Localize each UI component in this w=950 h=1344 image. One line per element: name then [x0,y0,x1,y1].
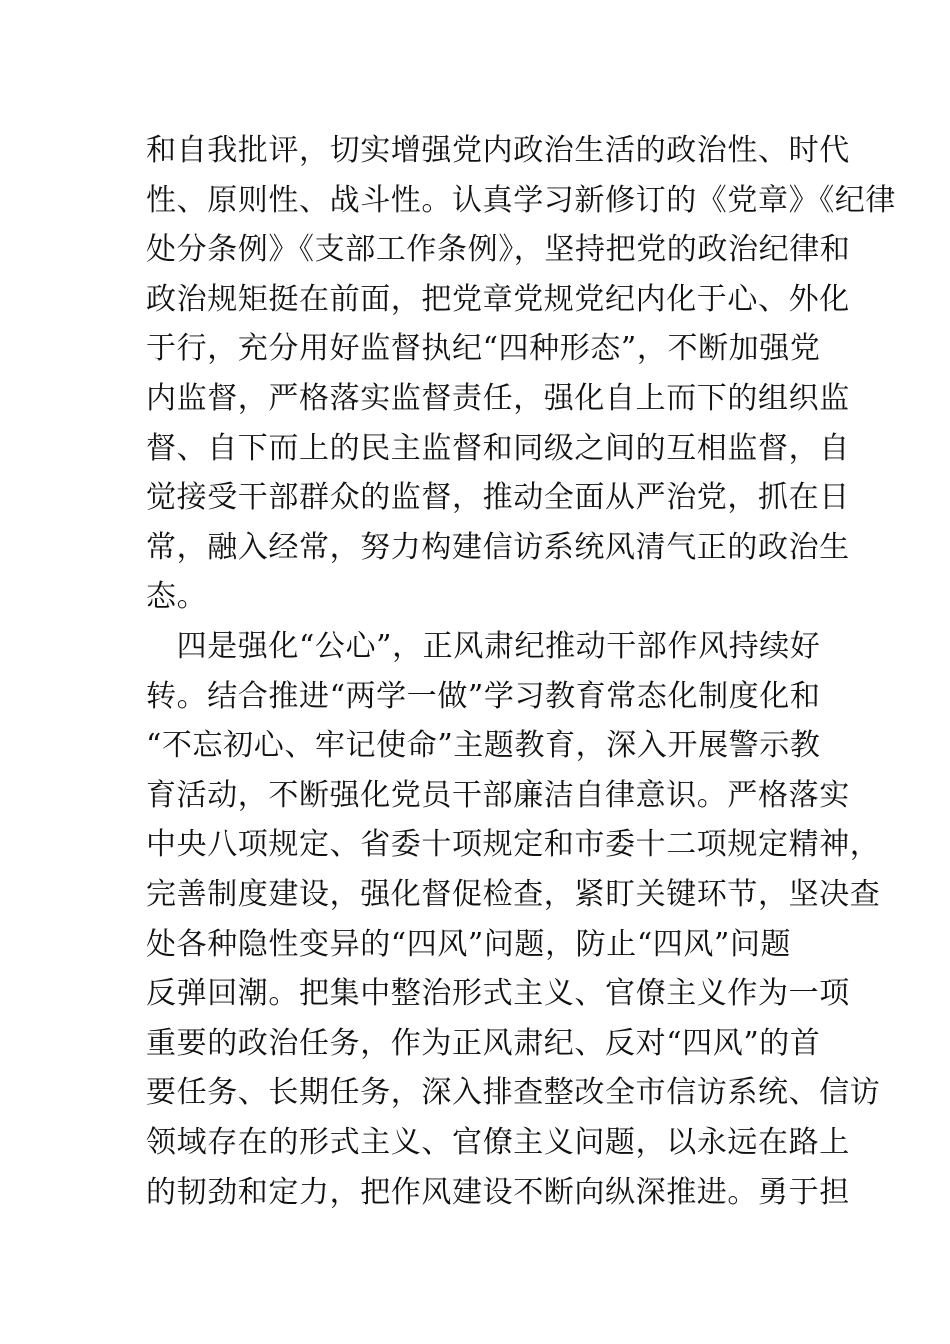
text-line: 四是强化“公心”，正风肃纪推动干部作风持续好 [146,629,821,664]
paragraph-four [146,622,881,1217]
text-line: 要任务、长期任务，深入排查整改全市信访系统、信访 [146,1075,881,1111]
text-line: 处分条例》《支部工作条例》，坚持把党的政治纪律和 [146,232,851,268]
text-line: 重要的政治任务，作为正风肃纪、反对“四风”的首 [146,1025,821,1061]
text-line: 性、原则性、战斗性。认真学习新修订的《党章》《纪律 [146,182,896,218]
text-line: “不忘初心、牢记使命”主题教育，深入开展警示教 [146,728,821,764]
text-line: 内监督，严格落实监督责任，强化自上而下的组织监 [146,380,850,416]
text-line: 态。 [146,579,208,615]
text-line: 督、自下而上的民主监督和同级之间的互相监督，自 [146,430,850,466]
text-line: 处各种隐性变异的“四风”问题，防止“四风”问题 [146,926,792,962]
text-line: 转。结合推进“两学一做”学习教育常态化制度化和 [146,678,821,714]
text-line: 的韧劲和定力，把作风建设不断向纵深推进。勇于担 [146,1174,850,1210]
text-line: 觉接受干部群众的监督，推动全面从严治党，抓在日 [146,480,850,516]
text-line: 领域存在的形式主义、官僚主义问题，以永远在路上 [146,1124,850,1160]
text-line: 常，融入经常，努力构建信访系统风清气正的政治生 [146,529,850,565]
text-line: 于行，充分用好监督执纪“四种形态”，不断加强党 [146,331,821,367]
text-line: 完善制度建设，强化督促检查，紧盯关键环节，坚决查 [146,876,881,912]
text-line: 反弹回潮。把集中整治形式主义、官僚主义作为一项 [146,976,850,1012]
text-line: 和自我批评，切实增强党内政治生活的政治性、时代 [146,133,850,168]
text-line: 中央八项规定、省委十项规定和市委十二项规定精神， [146,827,881,863]
paragraph-continued [146,126,896,622]
text-line: 政治规矩挺在前面，把党章党规党纪内化于心、外化 [146,281,850,317]
text-line: 育活动，不断强化党员干部廉洁自律意识。严格落实 [146,777,850,813]
